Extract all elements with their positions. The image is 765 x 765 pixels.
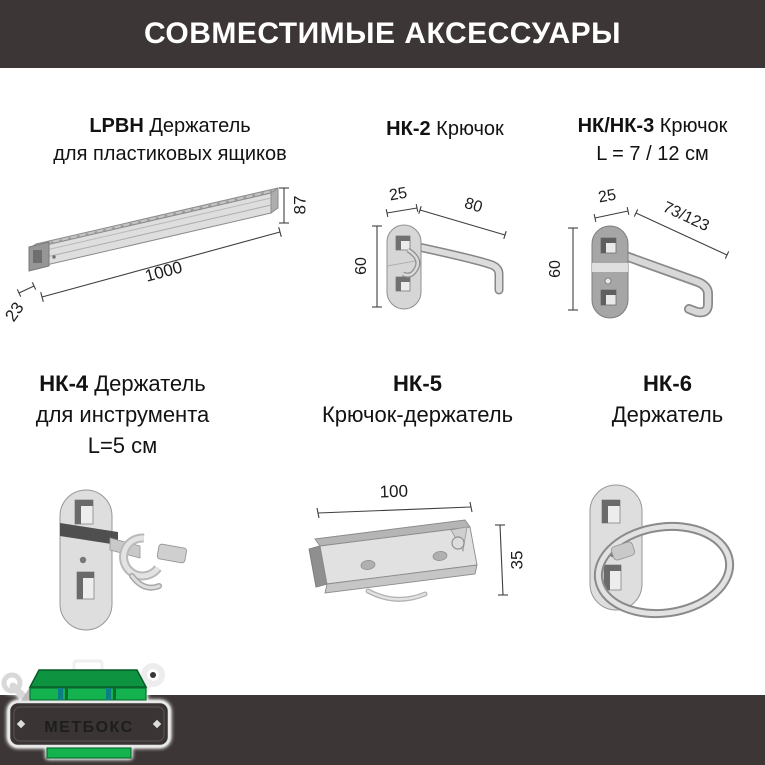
- product-name-line3: L=5 см: [87, 433, 158, 458]
- hook-rod: [414, 246, 499, 290]
- product-name-line2: для инструмента: [35, 402, 210, 427]
- dim-label-width: 25: [596, 186, 618, 207]
- dimension-length: [419, 195, 506, 239]
- product-title-hk4: [5, 368, 240, 461]
- product-code: НК-5: [393, 371, 442, 396]
- dimension-height: [547, 228, 578, 310]
- dim-label-length: 73/123: [660, 198, 712, 235]
- hk4-holder-drawing: [40, 468, 225, 653]
- header-bar: [0, 0, 765, 68]
- dim-label-height: 87: [290, 195, 310, 215]
- product-code: НК/НК-3: [577, 115, 655, 137]
- product-name: Крючок: [659, 115, 728, 137]
- product-code: НК-4: [39, 371, 89, 396]
- hk6-ring-holder-drawing: [572, 462, 757, 652]
- hk2-hook-drawing: [350, 180, 535, 330]
- mount-plate: [387, 225, 421, 309]
- product-title-lpbh: [15, 112, 325, 168]
- metbox-logo: [3, 660, 178, 764]
- mount-plate: [592, 226, 628, 318]
- brand-name: МЕТБОКС: [44, 719, 134, 736]
- page-title: СОВМЕСТИМЫЕ АКСЕССУАРЫ: [143, 17, 622, 50]
- product-title-hk2: [355, 115, 535, 143]
- brand-badge: [9, 702, 169, 758]
- dim-label-length: 80: [462, 194, 485, 217]
- product-code: НК-6: [643, 371, 692, 396]
- product-title-hk3: [540, 112, 765, 168]
- product-title-hk6: [560, 368, 765, 430]
- product-name-line2: Держатель: [611, 402, 724, 427]
- toolbox-icon: [30, 661, 146, 700]
- dimension-depth: [1, 282, 35, 325]
- hk3-hook-drawing: [540, 180, 745, 335]
- dim-label-length: 100: [379, 481, 409, 502]
- dim-label-height: 60: [353, 257, 371, 275]
- dimension-length: [317, 482, 472, 518]
- rail-body: [29, 188, 278, 271]
- dimension-height: [495, 525, 526, 595]
- product-name-line2: для пластиковых ящиков: [53, 143, 287, 165]
- product-code: LPBH: [89, 115, 144, 137]
- product-code: НК-2: [386, 118, 431, 140]
- dimension-width: [594, 187, 629, 222]
- dimension-height: [279, 188, 309, 223]
- product-name: Держатель: [149, 115, 251, 137]
- dim-label-length: 1000: [142, 257, 185, 286]
- product-title-hk5: [300, 368, 535, 430]
- dim-label-height: 60: [547, 260, 565, 278]
- hook-rod: [620, 254, 708, 312]
- product-name-line2: Крючок-держатель: [321, 402, 514, 427]
- product-name: Крючок: [436, 118, 504, 140]
- lpbh-rail-drawing: [1, 183, 330, 333]
- dim-label-depth: 23: [1, 298, 28, 326]
- dim-label-width: 25: [387, 184, 409, 205]
- mount-plate: [60, 490, 112, 630]
- product-name: Держатель: [94, 371, 206, 396]
- product-name-line2: L = 7 / 12 см: [596, 143, 709, 165]
- hk5-holder-drawing: [293, 473, 533, 643]
- dimension-width: [386, 185, 418, 217]
- dim-label-height: 35: [507, 550, 527, 570]
- holder-body: [309, 520, 477, 599]
- dimension-length: [634, 199, 728, 259]
- dimension-height: [353, 226, 382, 307]
